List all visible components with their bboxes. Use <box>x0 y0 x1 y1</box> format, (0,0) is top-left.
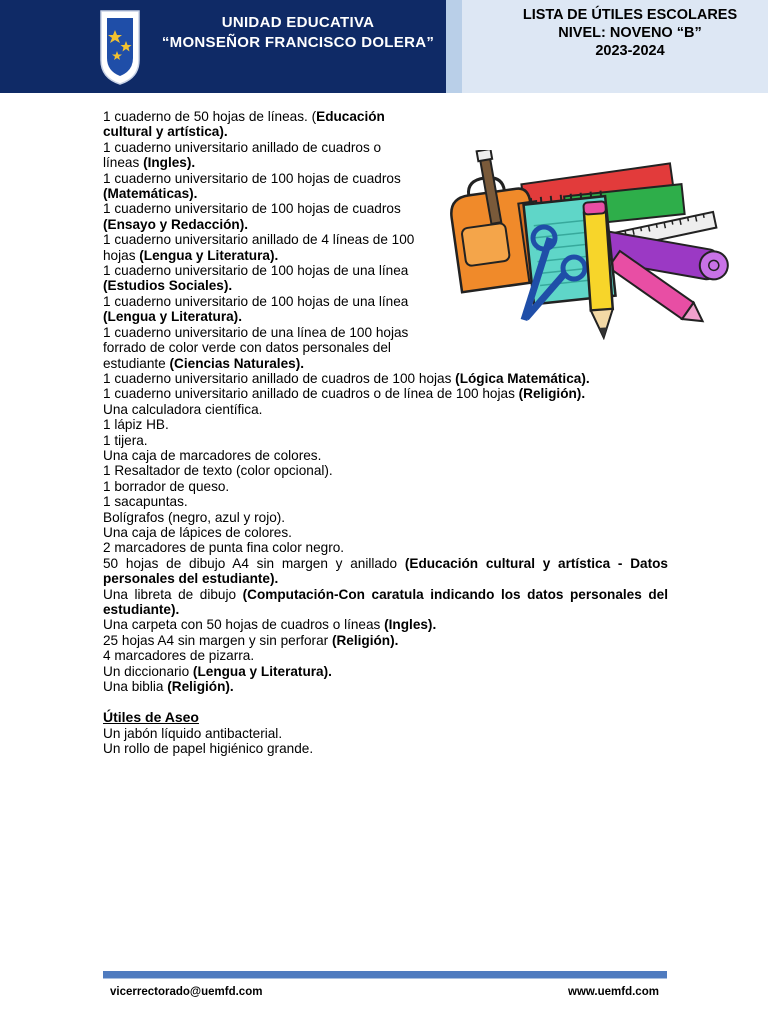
supply-item-subject: (Religión). <box>167 679 234 695</box>
supply-item <box>103 109 421 140</box>
supply-item-text: 1 cuaderno universitario de 100 hojas de una línea <box>103 293 409 309</box>
supply-item-subject: (Religión). <box>331 632 399 648</box>
supply-item <box>103 201 421 232</box>
supply-item <box>103 617 668 632</box>
supply-item-text: Una biblia <box>103 679 168 695</box>
supply-item <box>103 448 668 463</box>
footer-website: www.uemfd.com <box>568 986 659 998</box>
supply-item-subject: (Lengua y Literatura). <box>192 663 332 679</box>
supply-item-subject: (Religión). <box>518 386 586 402</box>
supply-item <box>103 633 668 648</box>
hygiene-item: Un jabón líquido antibacterial. <box>103 725 283 741</box>
supply-item <box>103 386 668 401</box>
supply-item-text: Una libreta de dibujo <box>103 586 243 602</box>
supply-item <box>103 371 668 386</box>
supply-item-text: 1 tijera. <box>103 432 148 448</box>
supply-item-subject: (Ingles). <box>143 155 196 171</box>
supply-item-text: 1 cuaderno universitario de una línea de 100 hojas forrado de color verde con datos personales del estudiante <box>103 324 409 371</box>
supply-item <box>103 479 668 494</box>
supply-item-text: 1 Resaltador de texto (color opcional). <box>103 463 333 479</box>
supply-item-subject: (Lógica Matemática). <box>455 370 590 386</box>
supply-item <box>103 263 421 294</box>
supply-item-text: 50 hojas de dibujo A4 sin margen y anillado <box>103 555 405 571</box>
supply-item <box>103 171 421 202</box>
supply-item-subject: (Ingles). <box>384 617 437 633</box>
supply-item-text: 25 hojas A4 sin margen y sin perforar <box>103 632 332 648</box>
list-title-line1: LISTA DE ÚTILES ESCOLARES <box>522 7 738 23</box>
supply-item-text: 1 lápiz HB. <box>103 417 169 433</box>
supply-item-text: 1 cuaderno universitario anillado de cuadros o de línea de 100 hojas <box>103 386 519 402</box>
supply-item <box>103 232 421 263</box>
supply-item-text: Una carpeta con 50 hojas de cuadros o líneas <box>103 617 385 633</box>
supply-item-text: Bolígrafos (negro, azul y rojo). <box>103 509 286 525</box>
supply-item-text: Una calculadora científica. <box>103 401 263 417</box>
footer-divider <box>103 971 667 978</box>
supply-item-text: 1 cuaderno universitario de 100 hojas de una línea <box>103 263 409 279</box>
supply-item-text: 1 cuaderno universitario de 100 hojas de cuadros <box>103 170 401 186</box>
supply-item-text: 1 cuaderno universitario de 100 hojas de cuadros <box>103 201 401 217</box>
supply-item-subject: (Estudios Sociales). <box>103 278 233 294</box>
header-divider-strip <box>446 0 462 93</box>
supply-item-subject: (Computación-Con caratula indicando los datos personales del estudiante). <box>103 586 668 617</box>
supply-item <box>103 679 668 694</box>
supply-item <box>103 648 668 663</box>
supply-item <box>103 294 421 325</box>
supply-item-text: Un diccionario <box>103 663 193 679</box>
supply-item <box>103 433 668 448</box>
supply-item <box>103 417 668 432</box>
school-name-line1: UNIDAD EDUCATIVA <box>221 14 375 31</box>
supply-item-text: Una caja de lápices de colores. <box>103 524 292 540</box>
school-name-line2: “MONSEÑOR FRANCISCO DOLERA” <box>161 34 435 51</box>
supply-item-text: 1 cuaderno universitario anillado de cuadros o líneas <box>103 139 382 171</box>
footer-divider-shadow <box>103 978 667 979</box>
supply-item <box>103 140 421 171</box>
supply-item-text: 1 borrador de queso. <box>103 478 230 494</box>
supply-item <box>103 664 668 679</box>
supply-item-text: 1 cuaderno de 50 hojas de líneas. ( <box>103 109 317 124</box>
supply-item <box>103 525 668 540</box>
supply-item <box>103 556 668 587</box>
supply-item-text: 1 sacapuntas. <box>103 494 188 510</box>
supply-item-subject: (Matemáticas). <box>103 186 198 202</box>
hygiene-item: Un rollo de papel higiénico grande. <box>103 741 314 757</box>
footer-email: vicerrectorado@uemfd.com <box>110 986 263 998</box>
supply-item-subject: (Ensayo y Redacción). <box>103 216 249 232</box>
list-level: NIVEL: NOVENO “B” <box>558 25 702 41</box>
supply-item <box>103 494 668 509</box>
supply-item <box>103 325 421 371</box>
supply-item <box>103 540 668 555</box>
supply-item <box>103 587 668 618</box>
list-title <box>462 6 768 60</box>
school-crest-icon <box>98 8 142 86</box>
supply-item <box>103 463 668 478</box>
supply-item-text: 1 cuaderno universitario anillado de 4 líneas de 100 hojas <box>103 232 415 263</box>
supply-item-subject: Educación cultural y artística). <box>103 109 385 140</box>
supply-item-text: 1 cuaderno universitario anillado de cuadros de 100 hojas <box>103 370 456 386</box>
supply-item <box>103 510 668 525</box>
supply-list <box>103 109 668 757</box>
supply-item-text: 4 marcadores de pizarra. <box>103 648 255 664</box>
supply-item-subject: (Lengua y Literatura). <box>139 247 279 263</box>
supply-item-subject: (Lengua y Literatura). <box>103 309 242 325</box>
supply-item <box>103 402 668 417</box>
supply-item-subject: (Educación cultural y artística - Datos personales del estudiante). <box>103 555 668 587</box>
school-name <box>150 13 446 53</box>
school-year: 2023-2024 <box>595 43 665 59</box>
supply-item-subject: (Ciencias Naturales). <box>169 355 304 371</box>
supply-item-text: Una caja de marcadores de colores. <box>103 447 322 463</box>
supply-item-text: 2 marcadores de punta fina color negro. <box>103 540 345 556</box>
hygiene-heading: Útiles de Aseo <box>103 709 199 726</box>
